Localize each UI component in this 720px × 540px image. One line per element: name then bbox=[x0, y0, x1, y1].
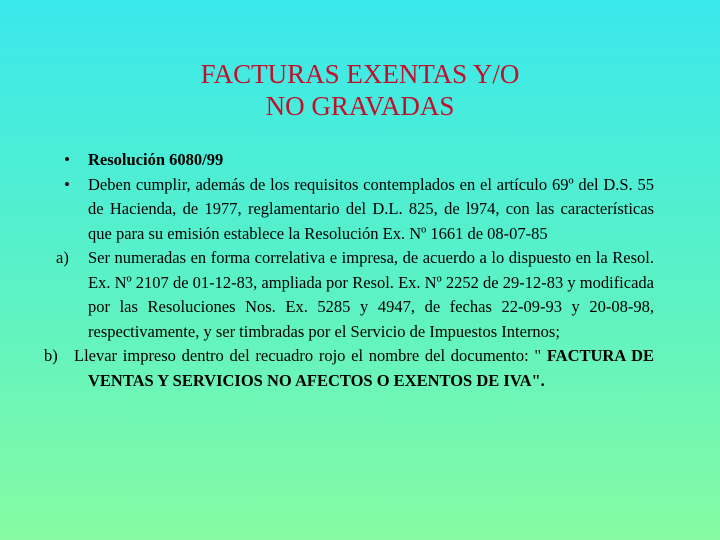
letter-marker: a) bbox=[56, 248, 69, 267]
bullet-marker: • bbox=[64, 174, 70, 194]
title-line-1: FACTURAS EXENTAS Y/O bbox=[200, 59, 520, 89]
list-item-a bbox=[52, 246, 654, 344]
list-item-text: Resolución 6080/99 bbox=[88, 150, 224, 169]
slide-title bbox=[0, 58, 720, 122]
list-item-text: Deben cumplir, además de los requisitos contemplados en el artículo 69º del D.S. 55 de Hacienda, de 1977, reglamentario del D.L. 825, de l974, con las características que para su emisión establece la Resolución Ex. Nº 1661 de 08-07-85 bbox=[88, 174, 654, 243]
list-item-b bbox=[44, 344, 654, 393]
title-line-2: NO GRAVADAS bbox=[265, 91, 455, 121]
body-list bbox=[44, 148, 654, 393]
letter-marker: b) bbox=[44, 346, 58, 365]
list-item-requirements bbox=[52, 173, 654, 247]
list-item-text: Llevar impreso dentro del recuadro rojo el nombre del documento: " bbox=[74, 346, 542, 365]
list-item-resolution bbox=[52, 148, 654, 173]
list-item-text: Ser numeradas en forma correlativa e impresa, de acuerdo a lo dispuesto en la Resol. Ex. Nº 2107 de 01-12-83, ampliada por Resol. Ex. Nº 2252 de 29-12-83 y modificada por las Resoluciones Nos. Ex. 5285 y 4947, de fechas 22-09-93 y 20-08-98, respectivamente, y ser timbradas por el Servicio de Impuestos Internos; bbox=[88, 248, 654, 341]
document-name-text: FACTURA DE VENTAS Y SERVICIOS NO AFECTOS O EXENTOS DE IVA". bbox=[88, 346, 654, 390]
bullet-marker: • bbox=[64, 150, 70, 169]
